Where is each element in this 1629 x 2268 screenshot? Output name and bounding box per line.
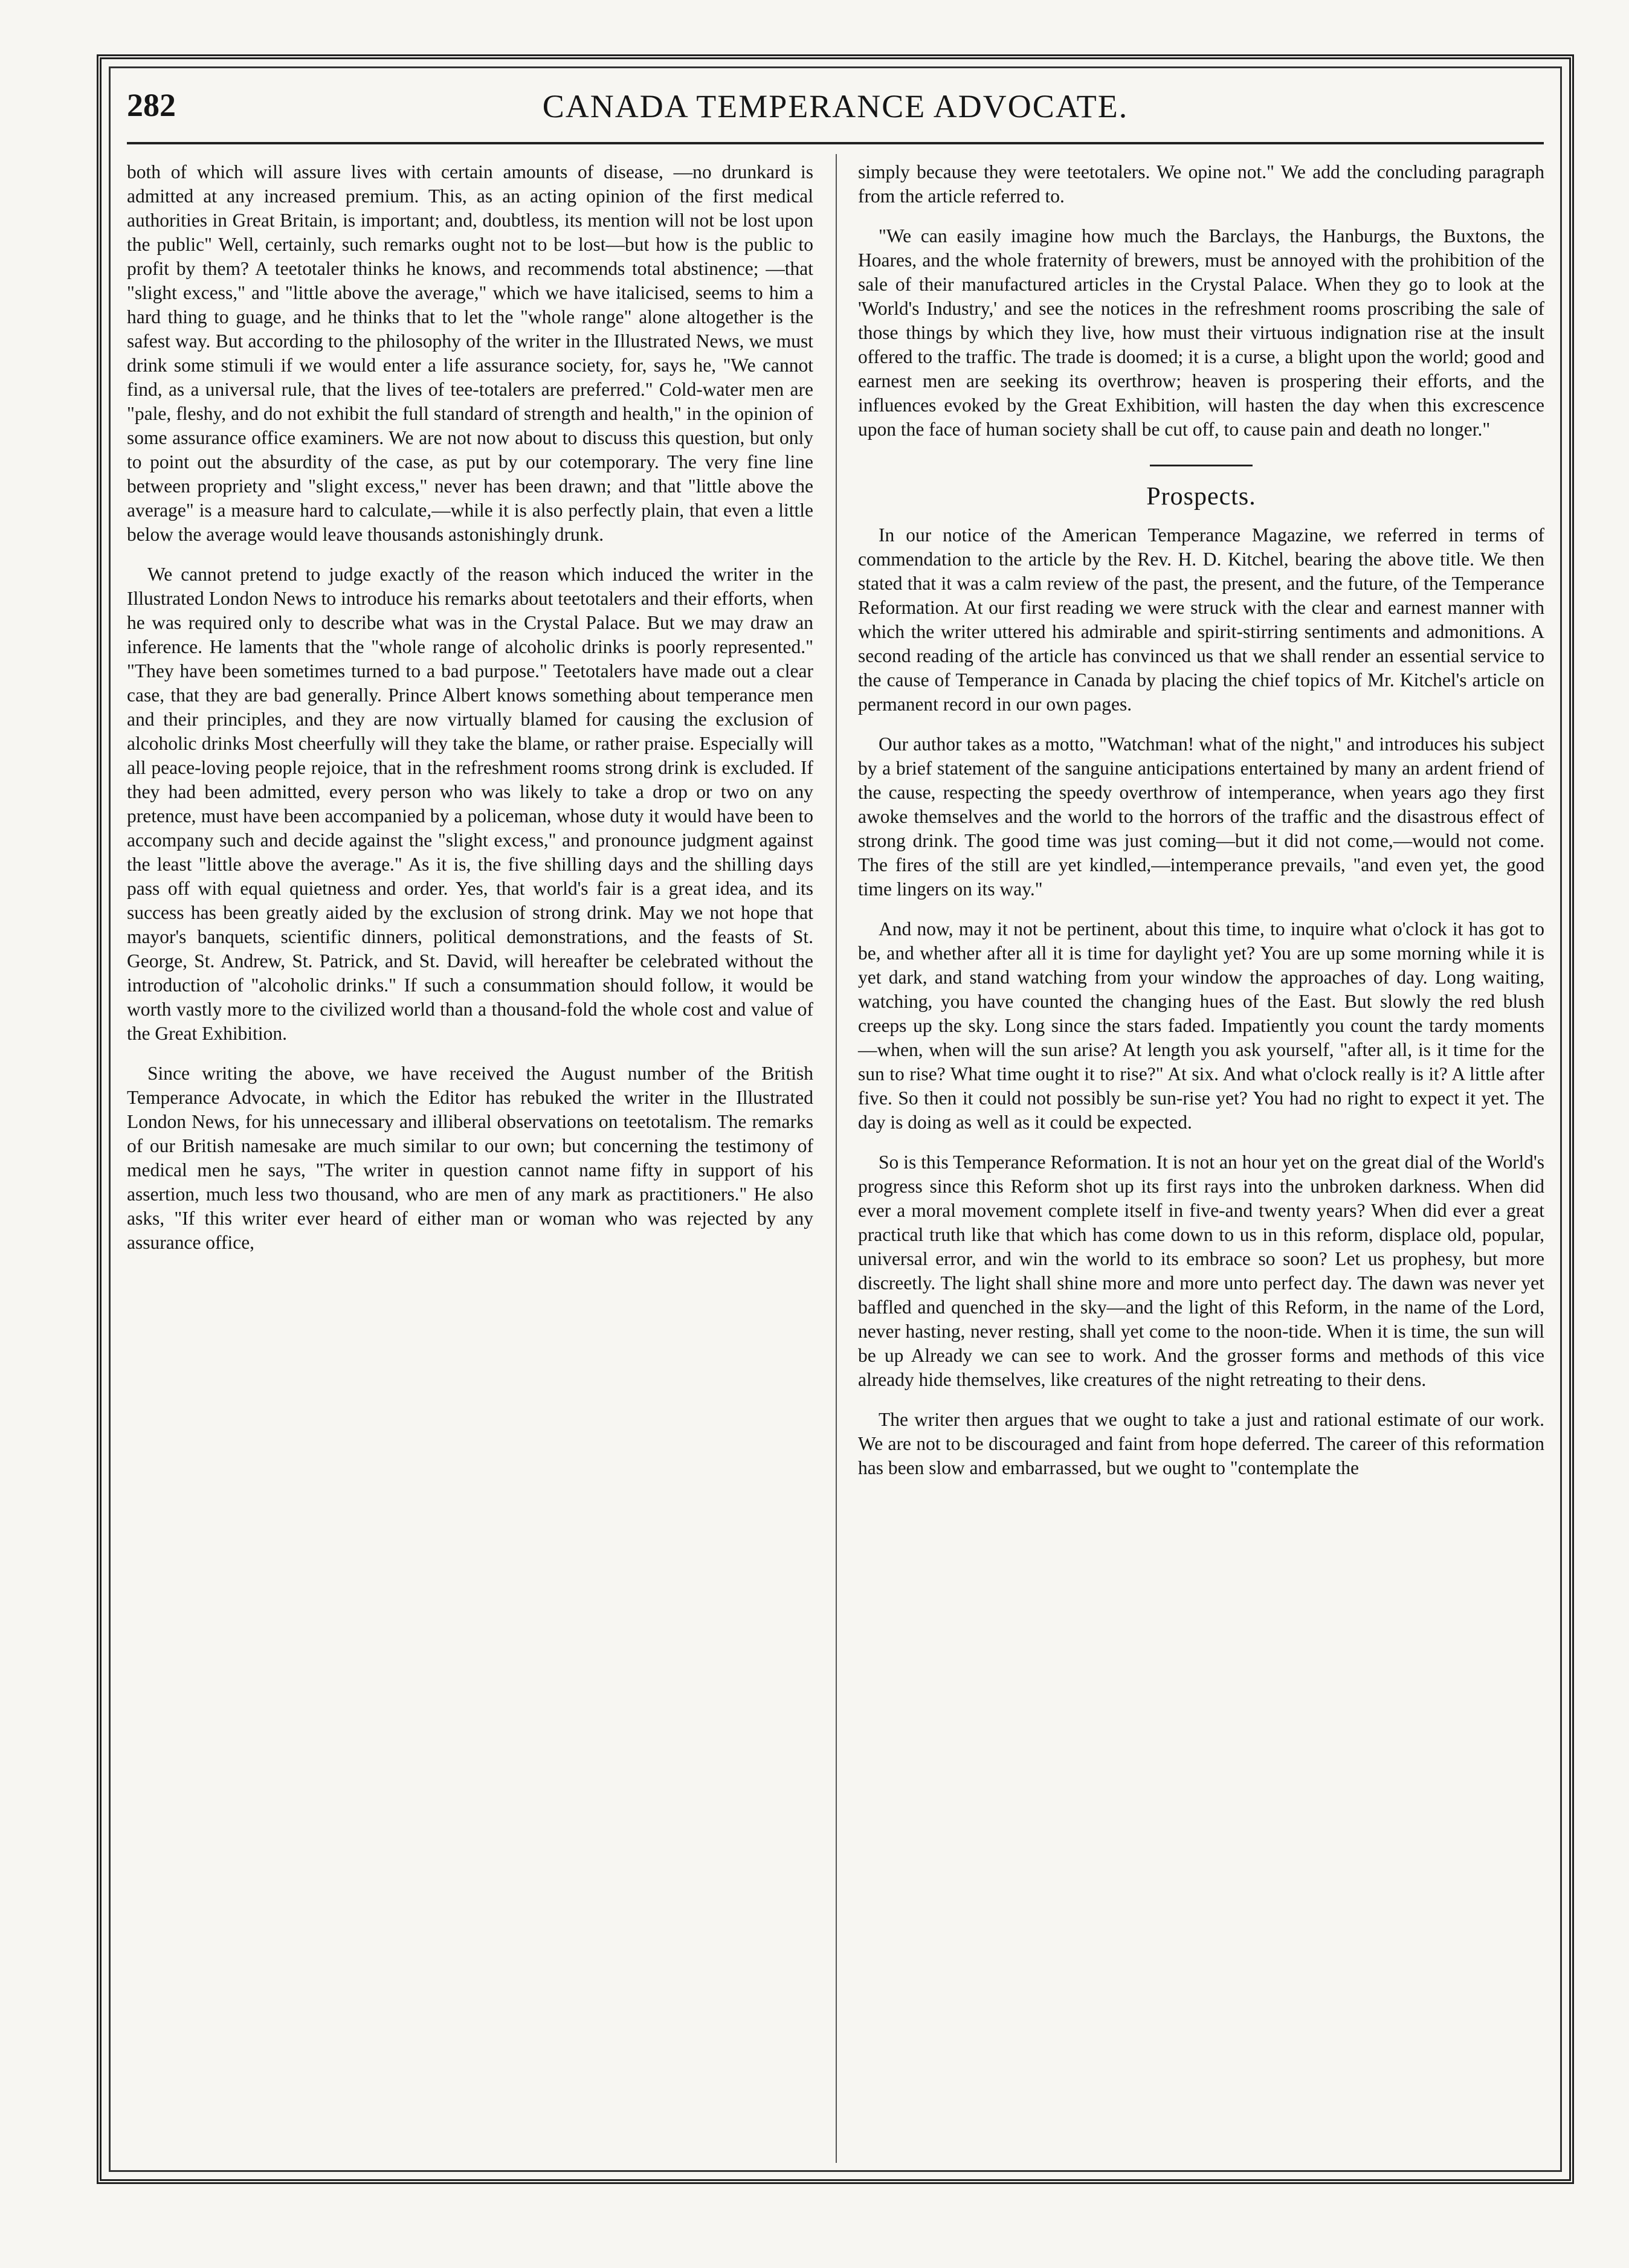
column-divider (836, 154, 837, 2163)
article-paragraph: In our notice of the American Temperance Magazine, we referred in terms of commendation to the article by the Rev. H. D. Kitchel, bearing the above title. We then stated that it was a calm review of the past, the present, and the future, of the Temperance Reformation. At our first reading we were struck with the clear and earnest manner with which the writer uttered his admirable and spirit-stirring sentiments and admonitions. A second reading of the article has convinced us that we shall render an essential service to the cause of Temperance in Canada by placing the chief topics of Mr. Kitchel's article on permanent record in our own pages. (858, 524, 1544, 715)
article-paragraph: Our author takes as a motto, "Watchman! what of the night," and introduces his subject by a brief statement of the sanguine anticipations entertained by many an ardent friend of the cause, respecting the speedy overthrow of intemperance, when years ago they first awoke themselves and the world to the horrors of the traffic and the disastrous effect of strong drink. The good time was just coming—but it did not come,—would not come. The fires of the still are yet kindled,—intemperance prevails, "and even yet, the good time lingers on its way." (858, 733, 1544, 900)
journal-title: CANADA TEMPERANCE ADVOCATE. (542, 88, 1129, 124)
section-rule (1150, 465, 1253, 466)
right-column (858, 160, 1544, 2081)
page-header (127, 82, 1544, 144)
article-paragraph: simply because they were teetotalers. We opine not." We add the concluding paragraph from the article referred to. (858, 161, 1544, 207)
page-number: 282 (127, 87, 176, 123)
article-paragraph: both of which will assure lives with certain amounts of disease, —no drunkard is admitted at any increased premium. This, as an acting opinion of the first medical authorities in Great Britain, is important; and, doubtless, its mention will not be lost upon the public" Well, certainly, such remarks ought not to be lost—but how is the public to profit by them? A teetotaler thinks he knows, and recommends total abstinence; —that "slight excess," and "little above the average," which we have italicised, seems to him a hard thing to guage, and he thinks that to let the "whole range" alone altogether is the safest way. But according to the philosophy of the writer in the Illustrated News, we must drink some stimuli if we would enter a life assurance society, for, says he, "We cannot find, as a universal rule, that the lives of tee-totalers are preferred." Cold-water men are "pale, fleshy, and do not exhibit the full standard of strength and health," in the opinion of some assurance office examiners. We are not now about to discuss this question, but only to point out the absurdity of the case, as put by our cotemporary. The very fine line between propriety and "slight excess," never has been drawn; and that "little above the average" is a measure hard to calculate,—while it is also perfectly plain, that even a little below the average would leave thousands astonishingly drunk. (127, 161, 813, 545)
left-column (127, 160, 813, 2081)
quoted-paragraph: "We can easily imagine how much the Barclays, the Hanburgs, the Buxtons, the Hoares, and the whole fraternity of brewers, must be annoyed with the prohibition of the sale of their manufactured articles in the Crystal Palace. When they go to look at the 'World's Industry,' and see the notices in the refreshment rooms proscribing the sale of those things by which they live, how must their virtuous indignation rise at the insult offered to the traffic. The trade is doomed; it is a curse, a blight upon the world; good and earnest men are seeking its overthrow; heaven is prospering their efforts, and the influences evoked by the Great Exhibition, will hasten the day when this excrescence upon the face of human society shall be cut off, to cause pain and death no longer." (858, 225, 1544, 440)
article-paragraph: Since writing the above, we have received the August number of the British Temperance Advocate, in which the Editor has rebuked the writer in the Illustrated London News, for his unnecessary and illiberal observations on teetotalism. The remarks of our British namesake are much similar to our own; but concerning the testimony of medical men he says, "The writer in question cannot name fifty in support of his assertion, much less two thousand, who are men of any mark as practitioners." He also asks, "If this writer ever heard of either man or woman who was rejected by any assurance office, (127, 1063, 813, 1253)
article-paragraph: So is this Temperance Reformation. It is not an hour yet on the great dial of the World's progress since this Reform shot up its first rays into the unbroken darkness. When did ever a moral movement complete itself in five-and twenty years? When did ever a great practical truth like that which has come down to us in this reform, displace old, popular, universal error, and win the world to its embrace so soon? Let us prophesy, but more discreetly. The light shall shine more and more unto perfect day. The dawn was never yet baffled and quenched in the sky—and the light of this Reform, in the name of the Lord, never hasting, never resting, shall yet come to the noon-tide. When it is time, the sun will be up Already we can see to work. And the grosser forms and methods of this vice already hide themselves, like creatures of the night retreating to their dens. (858, 1152, 1544, 1390)
article-paragraph: The writer then argues that we ought to take a just and rational estimate of our work. We are not to be discouraged and faint from hope deferred. The career of this reformation has been slow and embarrassed, but we ought to "contemplate the (858, 1409, 1544, 1478)
article-paragraph: And now, may it not be pertinent, about this time, to inquire what o'clock it has got to be, and whether after all it is time for daylight yet? You are up some morning while it is yet dark, and stand watching from your window the approaches of day. Long waiting, watching, you have counted the changing hues of the East. But slowly the red blush creeps up the sky. Long since the stars faded. Impatiently you count the tardy moments —when, when will the sun arise? At length you ask yourself, "after all, is it time for the sun to rise? What time ought it to rise?" At six. And what o'clock really is it? A little after five. So then it could not possibly be sun-rise yet? You had no right to expect it yet. The day is doing as well as it could be expected. (858, 918, 1544, 1133)
article-paragraph: We cannot pretend to judge exactly of the reason which induced the writer in the Illustrated London News to introduce his remarks about teetotalers and their efforts, when he was required only to describe what was in the Crystal Palace. But we may draw an inference. He laments that the "whole range of alcoholic drinks is poorly represented." "They have been sometimes turned to a bad purpose." Teetotalers have made out a clear case, that they are bad generally. Prince Albert knows something about temperance men and their principles, and they are now virtually blamed for causing the exclusion of alcoholic drinks Most cheerfully will they take the blame, or rather praise. Especially will all peace-loving people rejoice, that in the refreshment rooms strong drink is excluded. If they had been admitted, every person who was likely to take a drop or two on any pretence, must have been accompanied by a policeman, whose duty it would have been to accompany such and decide against the "slight excess," and pronounce judgment against the least "little above the average." As it is, the five shilling days and the shilling days pass off with equal quietness and order. Yes, that world's fair is a great idea, and its success has been greatly aided by the exclusion of strong drink. May we not hope that mayor's banquets, scientific dinners, political demonstrations, and the feasts of St. George, St. Andrew, St. Patrick, and St. David, will hereafter be celebrated without the introduction of "alcoholic drinks." If such a consummation should follow, it would be worth vastly more to the civilized world than a thousand-fold the whole cost and value of the Great Exhibition. (127, 564, 813, 1044)
section-heading: Prospects. (1146, 483, 1256, 511)
